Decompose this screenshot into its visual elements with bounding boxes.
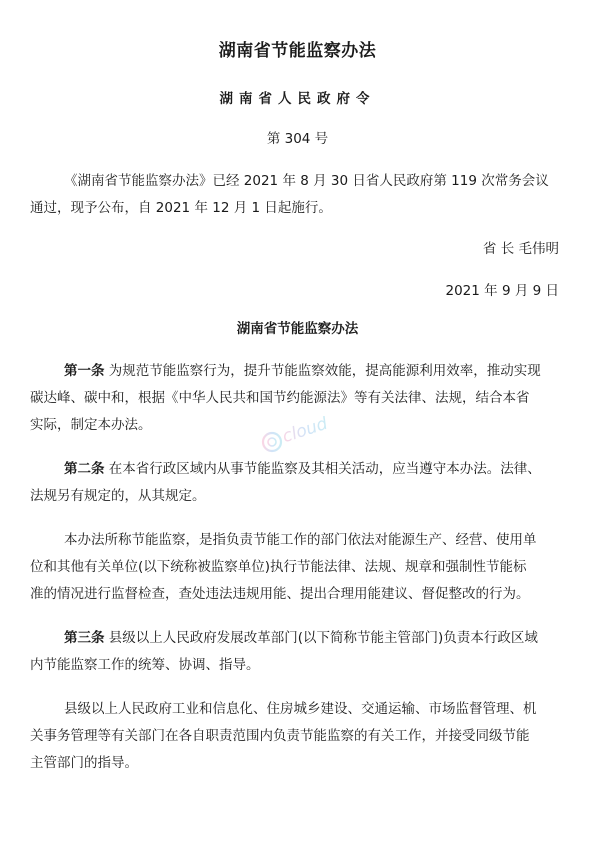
article-3 — [30, 625, 560, 679]
definition-paragraph — [30, 527, 560, 608]
date-line: 2021 年 9 月 9 日 — [445, 283, 559, 299]
definition-line-1: 本办法所称节能监察，是指负责节能工作的部门依法对能源生产、经营、使用单 — [64, 532, 537, 548]
order-title: 湖南省人民政府令 — [219, 91, 376, 107]
article-2-text-1: 在本省行政区域内从事节能监察及其相关活动，应当遵守本办法。法律、 — [104, 461, 541, 477]
article-2-line-2: 法规另有规定的，从其规定。 — [30, 488, 206, 504]
article-1-line-2: 碳达峰、碳中和，根据《中华人民共和国节约能源法》等有关法律、法规，结合本省 — [30, 390, 530, 406]
regulation-subtitle: 湖南省节能监察办法 — [236, 321, 359, 337]
definition-line-2: 位和其他有关单位(以下统称被监察单位)执行节能法律、法规、规章和强制性节能标 — [30, 559, 527, 575]
watermark-text: cloud — [280, 416, 331, 448]
article-3-line-2: 内节能监察工作的统筹、协调、指导。 — [30, 657, 260, 673]
article-2-lead: 第二条 — [64, 461, 105, 477]
article-2-line-1 — [30, 456, 560, 483]
article-1-line-3: 实际，制定本办法。 — [30, 417, 152, 433]
article-3-lead: 第三条 — [64, 630, 105, 646]
departments-line-2: 关事务管理等有关部门在各自职责范围内负责节能监察的有关工作，并接受同级节能 — [30, 728, 530, 744]
article-3-text-1: 县级以上人民政府发展改革部门(以下简称节能主管部门)负责本行政区域 — [104, 630, 538, 646]
signer-line: 省 长 毛伟明 — [482, 241, 559, 257]
article-1-text-1: 为规范节能监察行为，提升节能监察效能，提高能源利用效率，推动实现 — [104, 363, 541, 379]
article-1-lead: 第一条 — [64, 363, 105, 379]
departments-line-3: 主管部门的指导。 — [30, 755, 138, 771]
definition-line-3: 准的情况进行监督检查，查处违法违规用能、提出合理用能建议、督促整改的行为。 — [30, 586, 530, 602]
article-2 — [30, 456, 560, 510]
intro-line-2: 通过，现予公布，自 2021 年 12 月 1 日起施行。 — [30, 200, 332, 216]
cloud-watermark-icon — [258, 416, 340, 460]
order-number: 第 304 号 — [266, 131, 329, 147]
departments-paragraph — [30, 696, 560, 777]
departments-line-1: 县级以上人民政府工业和信息化、住房城乡建设、交通运输、市场监督管理、机 — [64, 701, 537, 717]
intro-line-1: 《湖南省节能监察办法》已经 2021 年 8 月 30 日省人民政府第 119 次常务会议 — [64, 173, 549, 189]
article-1-line-1 — [30, 358, 560, 385]
article-3-line-1 — [30, 625, 560, 652]
intro-paragraph — [30, 168, 560, 222]
document-title: 湖南省节能监察办法 — [218, 41, 377, 61]
